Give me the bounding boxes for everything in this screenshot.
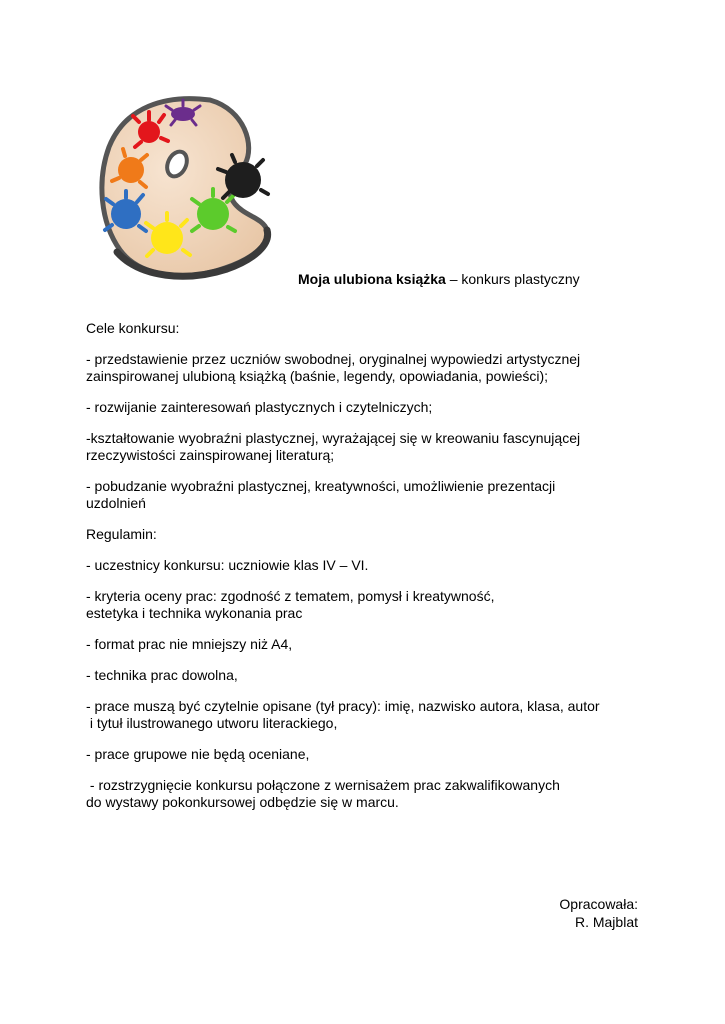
- signature-block: [559, 895, 638, 931]
- rule-item-6-line-1: - prace grupowe nie będą oceniane,: [86, 746, 310, 762]
- goals-heading: Cele konkursu:: [86, 320, 180, 336]
- goal-item-3-line-2: rzeczywistości zainspirowanej literaturą;: [86, 447, 335, 463]
- goal-item-3-line-1: -kształtowanie wyobraźni plastycznej, wyrażającej się w kreowaniu fascynującej: [86, 430, 581, 446]
- rule-item-2-line-2: estetyka i technika wykonania prac: [86, 605, 303, 621]
- goal-item-4-line-2: uzdolnień: [86, 495, 146, 511]
- rule-item-7-line-1: - rozstrzygnięcie konkursu połączone z wernisażem prac zakwalifikowanych: [86, 777, 560, 793]
- rule-item-5-line-2: i tytuł ilustrowanego utworu literackiego,: [86, 715, 338, 731]
- rule-item-7-line-2: do wystawy pokonkursowej odbędzie się w marcu.: [86, 794, 399, 810]
- signature-label: Opracowała:: [559, 896, 638, 912]
- signature-name: R. Majblat: [574, 914, 638, 930]
- document-body: [86, 320, 646, 811]
- rule-item-2-line-1: - kryteria oceny prac: zgodność z tematem, pomysł i kreatywność,: [86, 588, 495, 604]
- rule-item-3-line-1: - format prac nie mniejszy niż A4,: [86, 636, 293, 652]
- contest-title-bold: Moja ulubiona książka: [298, 271, 446, 287]
- rules-heading: Regulamin:: [86, 526, 157, 542]
- goal-item-1-line-2: zainspirowanej ulubioną książką (baśnie, legendy, opowiadania, powieści);: [86, 368, 549, 384]
- goal-item-4-line-1: - pobudzanie wyobraźni plastycznej, kreatywności, umożliwienie prezentacji: [86, 478, 556, 494]
- rule-item-5-line-1: - prace muszą być czytelnie opisane (tył pracy): imię, nazwisko autora, klasa, autor: [86, 698, 600, 714]
- contest-title-rest: – konkurs plastyczny: [445, 271, 580, 287]
- paint-palette-icon: [95, 92, 275, 282]
- goal-item-2-line-1: - rozwijanie zainteresowań plastycznych i czytelniczych;: [86, 399, 433, 415]
- goal-item-1-line-1: - przedstawienie przez uczniów swobodnej, oryginalnej wypowiedzi artystycznej: [86, 351, 581, 367]
- rule-item-4-line-1: - technika prac dowolna,: [86, 667, 238, 683]
- contest-title: [298, 271, 580, 287]
- rule-item-1-line-1: - uczestnicy konkursu: uczniowie klas IV – VI.: [86, 557, 369, 573]
